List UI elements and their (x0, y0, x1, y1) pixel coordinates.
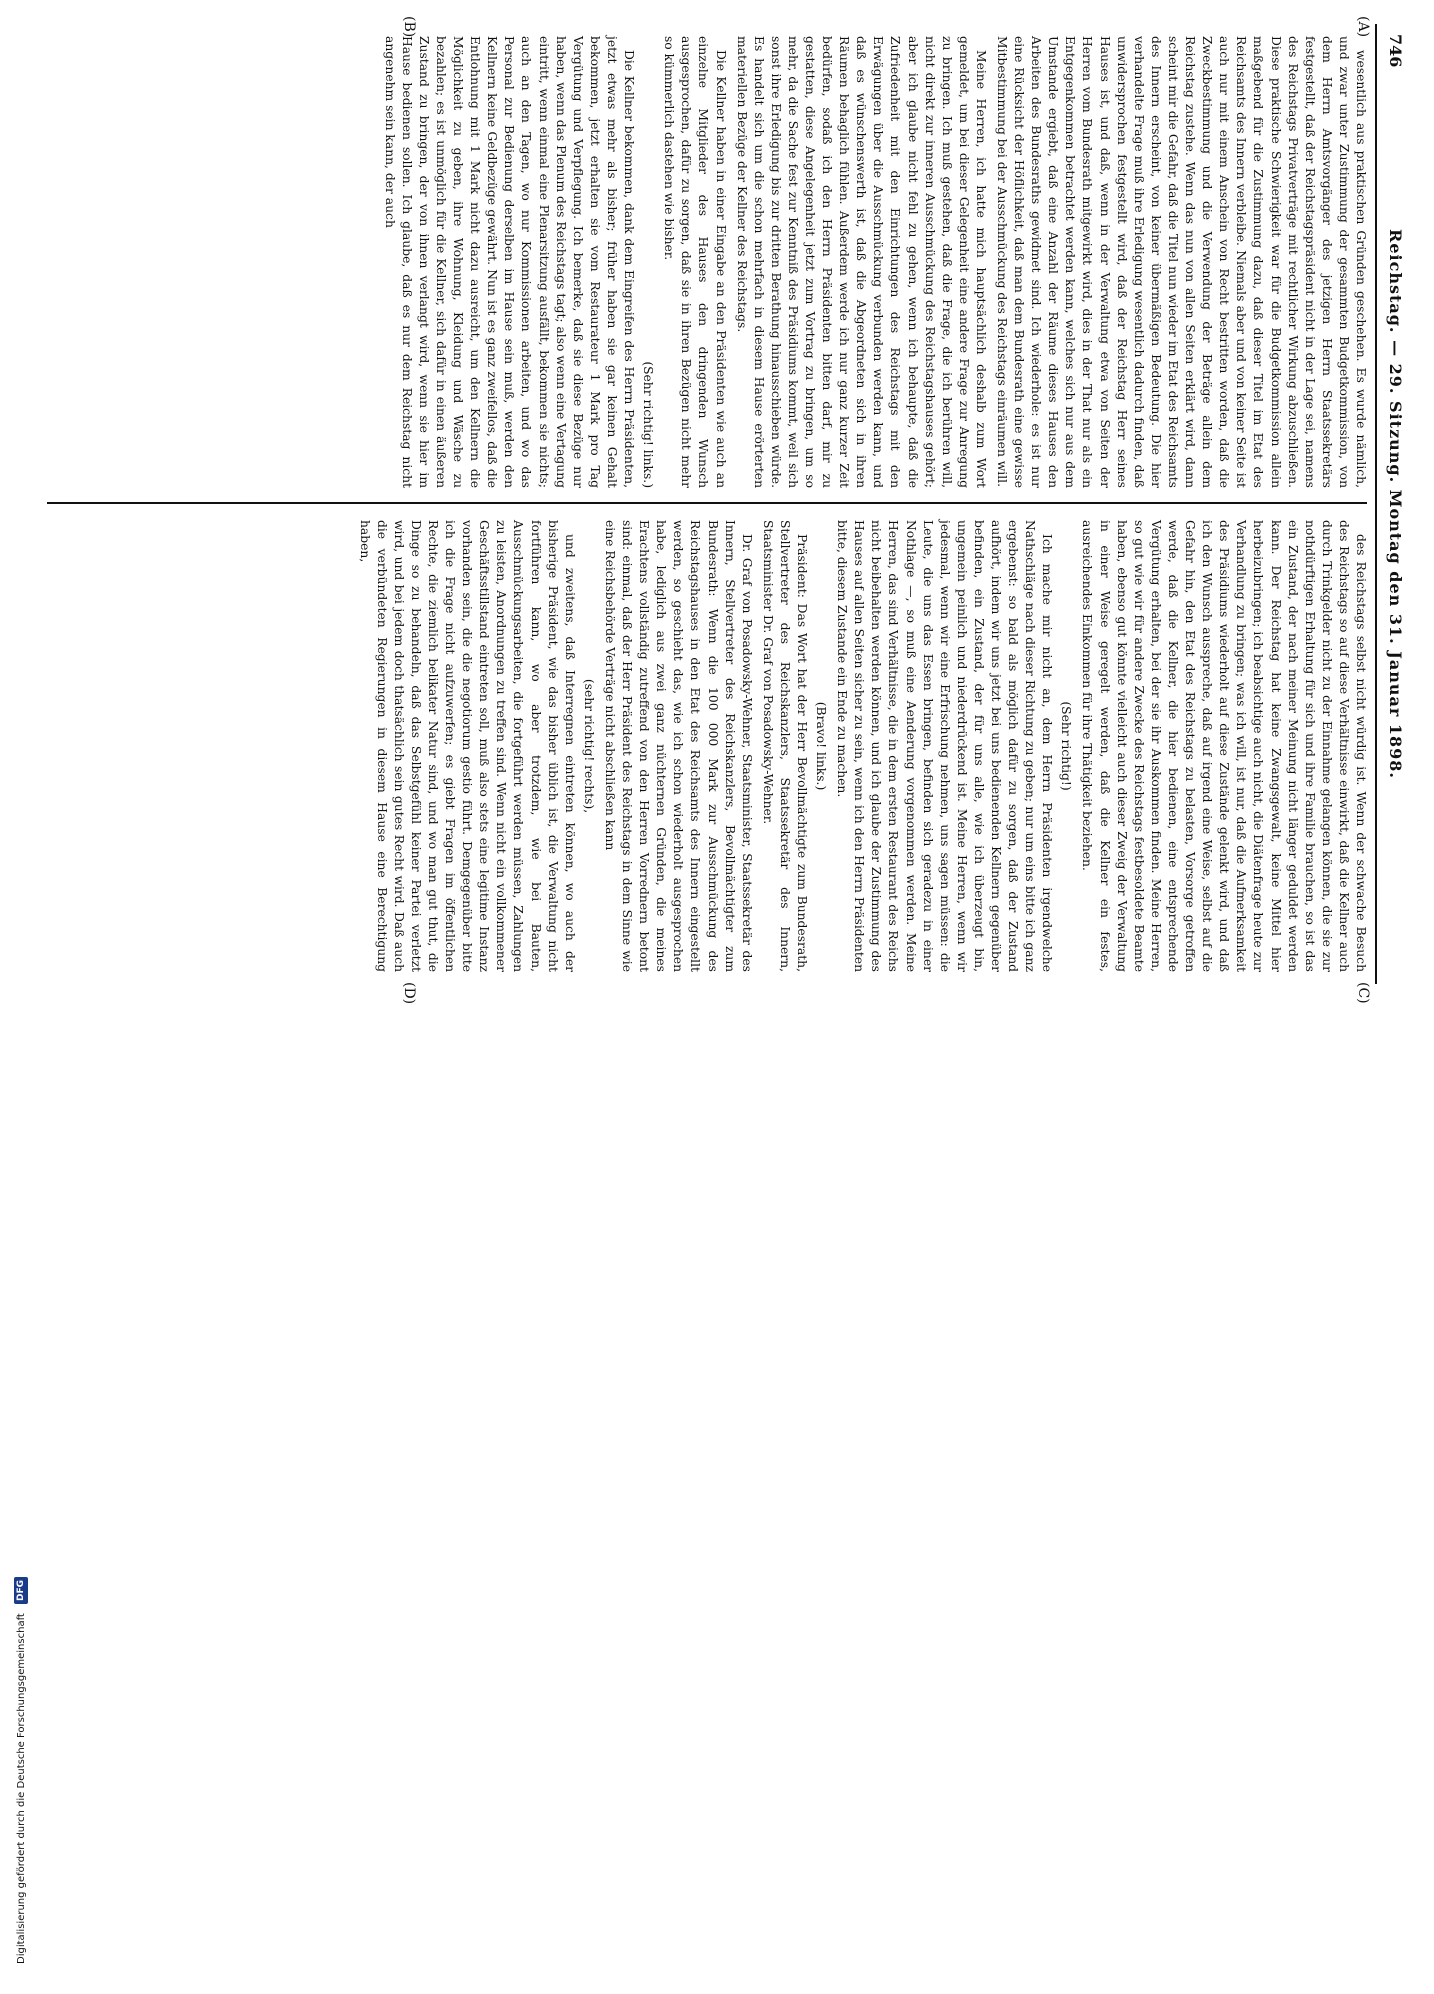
margin-marker-d: (D) (401, 982, 417, 1005)
speaker-paragraph: Präsident: Das Wort hat der Herr Bevollmächtigte zum Bundesrath, Stellvertreter des Reichskanzlers, Staatssekretär des Innern, Staatsminister Dr. Graf von Posadowsky-Wehner. (760, 520, 809, 972)
dfg-logo: DFG (14, 1577, 28, 1604)
paragraph: des Reichstags selbst nicht würdig ist. Wenn der schwache Besuch des Reichstags so auf diese Verhältnisse einwirkt, daß die Kellner auch durch Trinkgelder nicht zu der Einnahme gelangen können, die sie zur nothdürftigen Erhaltung für sich und ihre Familie brauchen, so ist das ein Zustand, der nach meiner Meinung nicht länger geduldet werden kann. Der Reichstag hat keine Zwangsgewalt, keine Mittel hier herbeizubringen; ich beabsichtige auch nicht, die Diätenfrage heute zur Verhandlung zu bringen; was ich will, ist nur, daß die Aufmerksamkeit des Präsidiums wiederholt auf diese Zustände gelenkt wird, und daß ich den Wunsch ausspreche, daß auf irgend eine Weise, selbst auf die Gefahr hin, den Etat des Reichstags zu belasten, Vorsorge getroffen werde, daß die Kellner, die hier bedienen, eine entsprechende Vergütung erhalten, bei der sie ihr Auskommen finden. Meine Herren, so gut wie wir für andere Zwecke des Reichstags festbesoldete Beamte haben, ebenso gut könnte vielleicht auch dieser Zweig der Verwaltung in einer Weise geregelt werden, daß die Kellner ein festes, ausreichendes Einkommen für ihre Thätigkeit beziehen. (1080, 520, 1368, 972)
left-column (377, 36, 1369, 488)
footer-credit (14, 994, 28, 1994)
column-divider (47, 502, 1367, 504)
paragraph: wesentlich aus praktischen Gründen geschehen. Es wurde nämlich, und zwar unter Zustimmung der gesammten Budgetkommission, von dem Herrn Amtsvorgänger des jetzigen Herrn Staatssekretärs festgestellt, daß der Reichstagspräsident nicht in der Lage sei, namens des Reichstags Privatverträge mit rechtlicher Wirkung abzuschließen. Diese praktische Schwierigkeit war für die Budgetkommission allein maßgebend für die Zustimmung dazu, daß dieser Titel im Etat des Reichsamts des Innern verbleibe. Niemals aber und von keiner Seite ist auch nur mit einem Anschein von Recht bestritten worden, daß die Zweckbestimmung und die Verwendung der Beträge allein dem Reichstag zustehe. Wenn das nun von allen Seiten erklärt wird, dann scheint mir die Gefahr, daß die Titel nun wieder im Etat des Reichsamts des Innern erscheint, von keiner übermäßigen Bedeutung. Die hier verhandelte Frage muß ihre Erledigung wesentlich dadurch finden, daß unwidersprochen festgestellt wird, daß der Reichstag Herr seines Hauses ist, und daß, wenn in der Verwaltung etwa von Seiten der Herren vom Bundesrath mitgewirkt wird, dies in der That nur als ein Entgegenkommen betrachtet werden kann, welches sich nur aus dem Umstande ergiebt, daß eine Anzahl der Räume dieses Hauses den Arbeiten des Bundesraths gewidmet sind. Ich wiederhole: es ist nur eine Rücksicht der Höflichkeit, daß man dem Bundesrath eine gewisse Mitbestimmung bei der Ausschmückung des Reichstags einräumen will. (995, 36, 1368, 488)
right-column (352, 520, 1369, 972)
page-header (1375, 24, 1407, 984)
page-title: Reichstag. — 29. Sitzung. Montag den 31. Januar 1898. (1386, 229, 1405, 779)
margin-marker-a: (A) (1355, 16, 1371, 38)
paragraph: Die Kellner bekommen, dank dem Eingreifen des Herrn Präsidenten, jetzt etwas mehr als bisher; früher haben sie gar keinen Gehalt bekommen, jetzt erhalten sie vom Restaurateur 1 Mark pro Tag Vergütung und Verpflegung. Ich bemerke, daß sie diese Bezüge nur haben, wenn das Plenum des Reichstags tagt; also wenn eine Vertagung eintritt, wenn einmal eine Plenarsitzung ausfällt, bekommen sie nichts; auch an den Tagen, wo nur Kommissionen arbeiten, und wo das Personal zur Bedienung derselben im Hause sein muß, werden den Kellnern keine Geldbezüge gewährt. Nun ist es ganz zweifellos, daß die Entlohnung mit 1 Mark nicht dazu ausreicht, um den Kellnern die Möglichkeit zu geben, ihre Wohnung, Kleidung und Wäsche zu bezahlen; es ist unmöglich für die Kellner, sich dafür in einen äußeren Zustand zu bringen, der von ihnen verlangt wird, wenn sie hier im Hause bedienen sollen. Ich glaube, daß es nur dem Reichstag nicht angenehm sein kann, der auch (382, 36, 637, 488)
paragraph: Die Kellner haben in einer Eingabe an den Präsidenten wie auch an einzelne Mitglieder des Hauses den dringenden Wunsch ausgesprochen, dafür zu sorgen, daß sie in ihren Bezügen nicht mehr so kümmerlich dastehen wie bisher. (662, 36, 728, 488)
footer-text: Digitalisierung gefördert durch die Deutsche Forschungsgemeinschaft (16, 1613, 27, 1964)
interjection: (Sehr richtig!) (1059, 701, 1074, 791)
margin-marker-c: (C) (1355, 982, 1371, 1004)
interjection: (Bravo! links.) (814, 701, 829, 791)
paragraph: Ich mache mir nicht an, dem Herrn Präsidenten irgendwelche Nathschläge nach dieser Richtung zu geben; nur um eins bitte ich ganz ergebenst: so bald als möglich dafür zu sorgen, daß der Zustand aufhört, indem wir uns jetzt bei uns bedienenden Kellnern gegenüber befinden, ein Zustand, der für uns alle, wie ich überzeugt bin, ungemein peinlich und niederdrückend ist. Meine Herren, wenn wir jedesmal, wenn wir eine Erfrischung nehmen, uns sagen müssen: die Leute, die uns das Essen bringen, befinden sich geradezu in einer Nothlage —, so muß eine Aenderung vorgenommen werden. Meine Herren, das sind Verhältnisse, die in dem ersten Restaurant des Reichs nicht beibehalten werden können, und ich glaube der Zustimmung des Hauses auf allen Seiten sicher zu sein, wenn ich den Herrn Präsidenten bitte, diesem Zustande ein Ende zu machen. (835, 520, 1055, 972)
interjection: (Sehr richtig! links.) (641, 361, 656, 488)
rotated-page (42, 16, 1407, 1005)
speaker-paragraph: Dr. Graf von Posadowsky-Wehner, Staatsminister, Staatssekretär des Innern, Stellvertreter des Reichskanzlers, Bevollmächtigter zum Bundesrath: Wenn die 100 000 Mark zur Ausschmückung des Reichstagshauses in den Etat des Reichsamts des Innern eingestellt werden, so geschieht das, wie ich schon wiederholt ausgesprochen habe, lediglich aus zwei ganz nüchternen Gründen, die meines Erachtens vollständig zutreffend von den Herren Vorrednern betont sind: einmal, daß der Herr Präsident des Reichstags in dem Sinne wie eine Reichsbehörde Verträge nicht abschließen kann (602, 520, 754, 972)
paragraph: und zweitens, daß Interregnen eintreten können, wo auch der bisherige Präsident, wie das bisher üblich ist, die Verwaltung nicht fortführen kann, wo aber trotzdem, wie bei Bauten, Ausschmückungsarbeiten, die fortgeführt werden müssen, Zahlungen zu leisten, Anordnungen zu treffen sind. Wenn nicht ein vollkommener Geschäftsstillstand eintreten soll, muß also stets eine legitime Instanz vorhanden sein, die die negotiorum gestio führt. Demgegenüber bitte ich die Frage nicht aufzuwerfen; es giebt Fragen im öffentlichen Rechte, die ziemlich belikater Natur sind, und wo man gut thut, die Dinge so zu behandeln, daß das Selbstgefühl keiner Partei verletzt wird, und bei jedem doch thatsächlich sein gutes Recht wird. Daß auch die verbündeten Regierungen in diesem Hause eine Berechtigung haben, (357, 520, 577, 972)
interjection: (sehr richtig! rechts), (581, 678, 596, 814)
paragraph: Meine Herren, ich hatte mich hauptsächlich deshalb zum Wort gemeldet, um bei dieser Gelegenheit eine andere Frage zur Anregung zu bringen. Ich muß gestehen, daß die Frage, die ich berühren will, nicht direkt zur inneren Ausschmückung des Reichstagshauses gehört; aber ich glaube nicht fehl zu gehen, wenn ich behaupte, daß die Zufriedenheit mit den Einrichtungen des Reichstags mit den Erwägungen über die Ausschmückung verbunden werden kann, und daß es wünschenswerth ist, daß die Abgeordneten sich in ihren Räumen behaglich fühlen. Außerdem werde ich nur ganz kurzer Zeit bedürfen, sodaß ich den Herrn Präsidenten bitten darf, mir zu gestatten, diese Angelegenheit jetzt zum Vortrag zu bringen, um so mehr, da die Sache fest zur Kenntniß des Präsidiums kommt, weil sich sonst ihre Erledigung bis zur dritten Berathung hinausschieben würde. Es handelt sich um die schon mehrfach in diesem Hause erörterten materiellen Bezüge der Kellner des Reichstags. (734, 36, 988, 488)
margin-marker-b: (B) (401, 16, 417, 38)
page-number: 746 (1386, 34, 1405, 68)
